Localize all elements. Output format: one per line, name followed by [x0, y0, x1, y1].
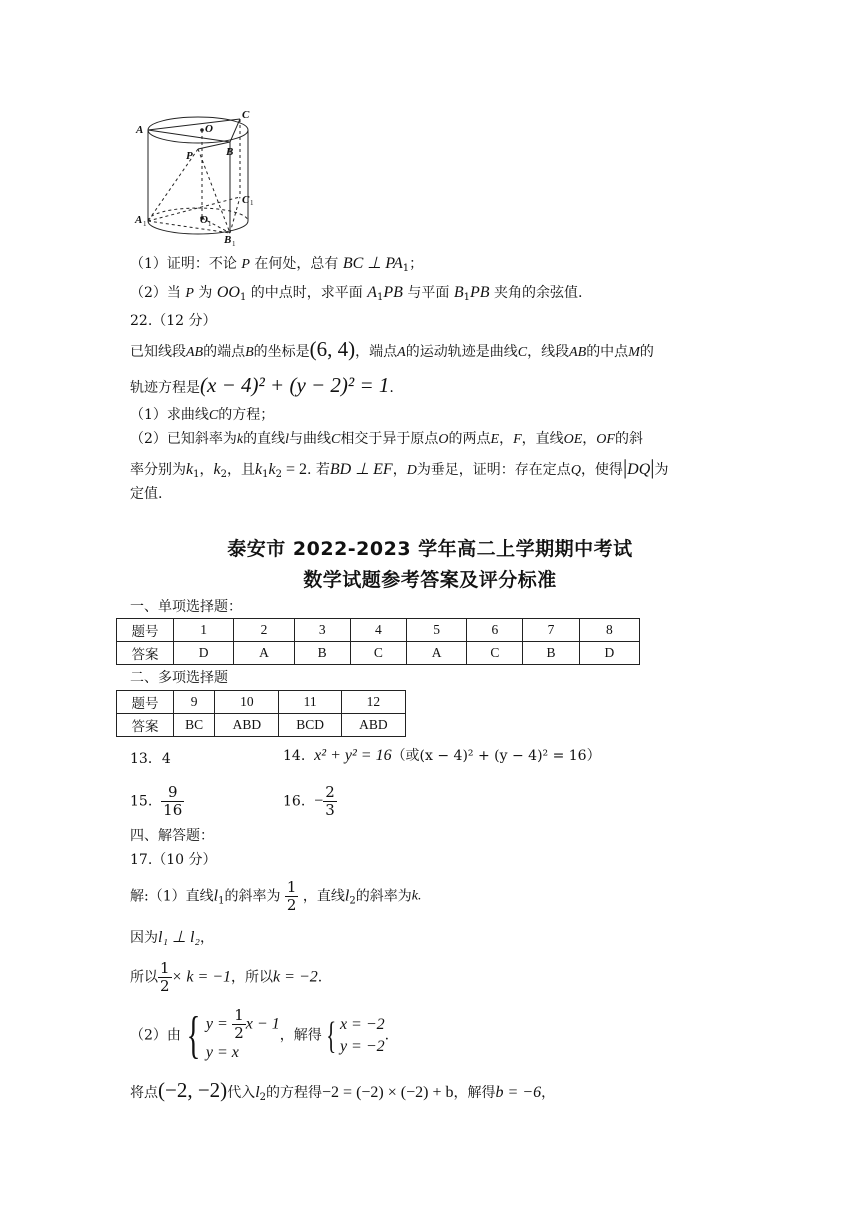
single-choice-table — [116, 618, 640, 665]
q17-heading: 17.（10 分） — [130, 852, 217, 868]
svg-text:1: 1 — [250, 199, 254, 207]
q22-part2-line3: 定值. — [130, 486, 163, 502]
cylinder-figure — [130, 105, 260, 247]
svg-text:1: 1 — [232, 240, 236, 247]
answer-15: 15. $\frac{9}{16}$ — [130, 783, 183, 819]
q22-line2: 轨迹方程是(x − 4)² + (y − 2)² = 1. — [130, 373, 394, 397]
q22-part1: （1）求曲线C的方程； — [130, 407, 275, 423]
answer-13: 13．4 — [130, 751, 171, 767]
label-P: P — [186, 150, 193, 162]
q21-part1: （1）证明：不论 P 在何处，总有 BC ⊥ $PA_1$； — [130, 255, 424, 274]
table-row: 题号 1 2 3 4 5 6 7 8 — [117, 619, 640, 642]
answer-14: 14. x² + y² = 16（或(x − 4)² + (y − 4)² = 16） — [283, 747, 601, 764]
q17-step5: 将点(−2, −2)代入$l_2$的方程得−2 = (−2) × (−2) + b，解得b = −6， — [130, 1078, 556, 1103]
q17-step4: （2）由 { y = $\frac{1}{2}$ x − 1 y = x ，解得 { x = −2 y = −2 . — [130, 1006, 390, 1064]
label-O: O — [205, 123, 213, 135]
bottom-ellipse-back — [148, 208, 248, 221]
label-B: B — [226, 146, 234, 158]
answer-title-2: 数学试题参考答案及评分标准 — [303, 569, 557, 591]
section-single-choice: 一、单项选择题： — [130, 599, 242, 615]
q17-step1: 解:（1）直线$l_1$的斜率为 $\frac{1}{2}$ ，直线$l_2$的斜率为k. — [130, 878, 422, 914]
answer-16: 16. − $\frac{2}{3}$ — [283, 783, 335, 819]
top-ellipse — [148, 117, 248, 143]
bottom-ellipse-front — [148, 221, 248, 234]
label-O1: O — [200, 214, 208, 226]
label-B1: B — [224, 234, 232, 246]
q22-line1: 已知线段AB的端点B的坐标是(6, 4)，端点A的运动轨迹是曲线C，线段AB的中点M的 — [130, 337, 654, 361]
q22-part2-line1: （2）已知斜率为k的直线l与曲线C相交于异于原点O的两点E，F，直线OE，OF的斜 — [130, 431, 643, 447]
svg-text:1: 1 — [143, 220, 147, 228]
var-P: P — [241, 257, 250, 272]
svg-text:1: 1 — [208, 220, 212, 228]
label-C: C — [242, 109, 250, 121]
multi-choice-table — [116, 690, 406, 737]
q17-step2: 因为l₁ ⊥ l₂， — [130, 929, 214, 946]
table-row: 题号 9 10 11 12 — [117, 691, 406, 714]
q21-part2: （2）当 P 为 $OO_1$ 的中点时，求平面 $A_1PB$ 与平面 $B_1PB$ 夹角的余弦值. — [130, 284, 583, 303]
section-multi-choice: 二、多项选择题 — [130, 670, 228, 686]
section-solutions: 四、解答题： — [130, 828, 214, 844]
label-C1: C — [242, 194, 250, 206]
q22-heading: 22.（12 分） — [130, 313, 217, 329]
label-A1: A — [135, 214, 143, 226]
table-row: 答案 BC ABD BCD ABD — [117, 714, 406, 737]
label-A: A — [136, 124, 144, 136]
answer-title-1: 泰安市 2022-2023 学年高二上学期期中考试 — [227, 538, 633, 560]
table-row: 答案 D A B C A C B D — [117, 642, 640, 665]
q22-part2-line2: 率分别为$k_1$，$k_2$，且$k_1k_2 = 2$. 若BD ⊥ EF，D为垂足，证明：存在定点Q，使得|DQ|为 — [130, 455, 669, 480]
q17-step3: 所以 $\frac{1}{2}$ × k = −1，所以k = −2. — [130, 959, 323, 995]
